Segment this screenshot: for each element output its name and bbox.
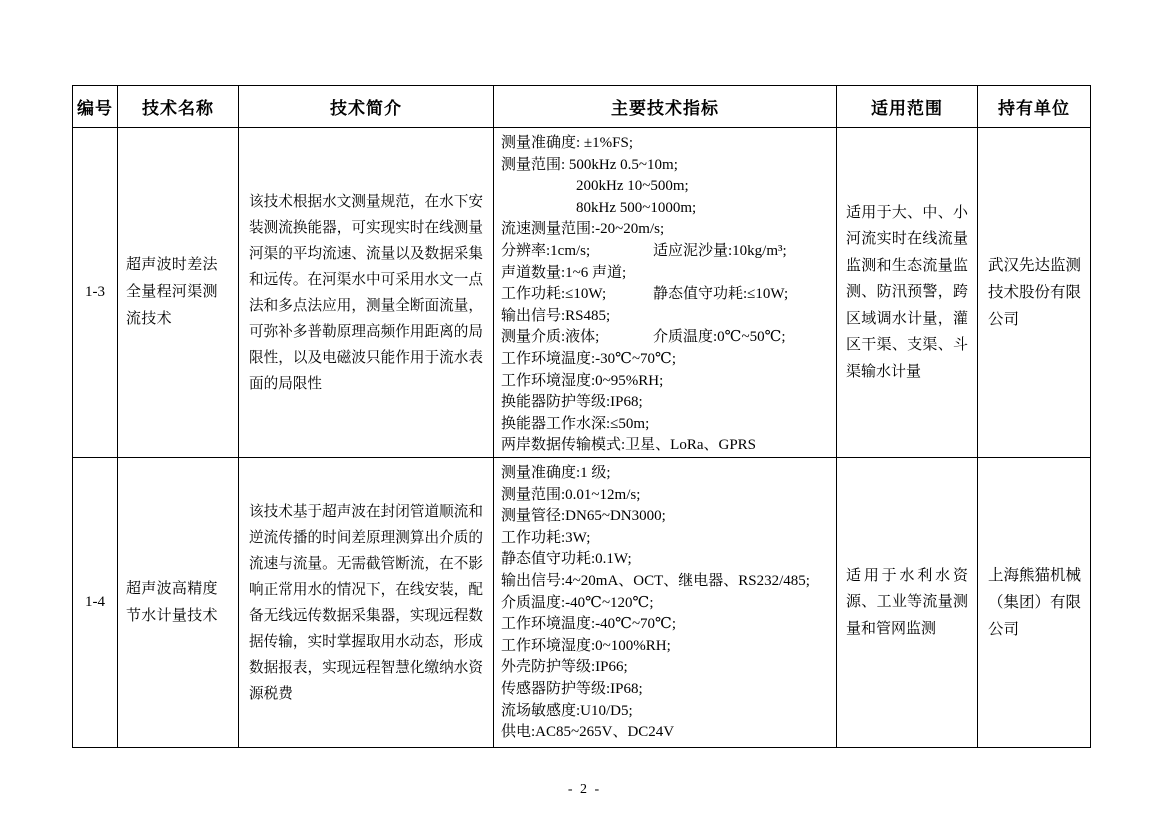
cell-tech-name [118, 458, 239, 748]
indicator-line [501, 349, 832, 371]
cell-tech-intro [239, 128, 494, 458]
header-scope: 适用范围 [837, 86, 978, 128]
cell-scope [837, 128, 978, 458]
cell-holder [978, 458, 1091, 748]
indicator-text-col2: 适应泥沙量:10kg/m³; [653, 242, 787, 259]
indicator-text: 工作环境湿度:0~95%RH; [501, 372, 664, 389]
indicator-text: 测量准确度:1 级; [501, 465, 611, 481]
indicator-text: 工作功耗:3W; [501, 529, 591, 546]
cell-tech-intro [239, 458, 494, 748]
holder-text: 武汉先达监测技术股份有限公司 [988, 257, 1082, 328]
indicator-line [501, 133, 832, 155]
indicator-text: 工作环境温度:-40℃~70℃; [501, 616, 677, 633]
indicator-line [501, 198, 832, 220]
page-number: - 2 - [567, 782, 602, 797]
cell-scope [837, 458, 978, 748]
scope-text: 适用于水利水资源、工业等流量测量和管网监测 [846, 567, 968, 637]
indicator-text: 测量范围: 500kHz 0.5~10m; [501, 156, 678, 173]
indicator-line [501, 571, 832, 593]
cell-tech-name [118, 128, 239, 458]
header-number: 编号 [73, 86, 118, 128]
indicator-text: 静态值守功耗:0.1W; [501, 551, 632, 568]
cell-number [73, 458, 118, 748]
indicator-text: 换能器工作水深:≤50m; [501, 415, 650, 432]
indicator-text: 测量管径:DN65~DN3000; [501, 508, 666, 525]
indicator-line [501, 636, 832, 658]
indicator-line [501, 371, 832, 393]
indicator-text: 传感器防护等级:IP68; [501, 680, 643, 697]
indicator-line [501, 263, 832, 285]
indicator-line [501, 241, 832, 263]
indicator-text: 流速测量范围:-20~20m/s; [501, 221, 665, 238]
indicator-line [501, 155, 832, 177]
indicator-line [501, 435, 832, 457]
indicator-line [501, 485, 832, 507]
indicators-list [494, 458, 836, 744]
tech-intro-text: 该技术根据水文测量规范，在水下安装测流换能器，可实现实时在线测量河渠的平均流速、流量以及数据采集和远传。在河渠水中可采用水文一点法和多点法应用，测量全断面流量，可弥补多普勒原理高频作用距离的局限性，以及电磁波只能作用于流水表面的局限性 [249, 193, 483, 392]
row-number: 1-3 [85, 284, 105, 300]
indicator-text: 声道数量:1~6 声道; [501, 264, 627, 281]
indicator-text: 工作环境湿度:0~100%RH; [501, 637, 671, 654]
indicator-text-col2: 静态值守功耗:≤10W; [653, 286, 789, 303]
cell-main-indicators [494, 128, 837, 458]
indicator-line [501, 722, 832, 744]
technology-table [72, 85, 1091, 748]
indicator-line [501, 176, 832, 198]
indicator-line [501, 284, 832, 306]
indicator-line [501, 528, 832, 550]
indicator-line [501, 657, 832, 679]
scope-text: 适用于大、中、小河流实时在线流量监测和生态流量监测、防汛预警，跨区域调水计量，灌区干渠、支渠、斗渠输水计量 [846, 204, 968, 380]
indicator-text: 外壳防护等级:IP66; [501, 659, 628, 676]
indicators-list [494, 128, 836, 457]
table-header-row [73, 86, 1091, 128]
indicator-text: 工作功耗:≤10W; [501, 286, 607, 303]
indicator-text: 工作环境温度:-30℃~70℃; [501, 350, 677, 367]
indicator-text: 分辨率:1cm/s; [501, 242, 591, 259]
indicator-line [501, 463, 832, 485]
indicator-text: 输出信号:RS485; [501, 307, 611, 324]
indicator-line [501, 414, 832, 436]
indicator-line [501, 219, 832, 241]
indicator-line [501, 679, 832, 701]
indicator-text: 输出信号:4~20mA、OCT、继电器、RS232/485; [501, 572, 810, 589]
cell-holder [978, 128, 1091, 458]
indicator-line [501, 306, 832, 328]
row-number: 1-4 [85, 594, 105, 610]
cell-main-indicators [494, 458, 837, 748]
tech-name-text: 超声波时差法全量程河渠测流技术 [126, 257, 218, 327]
indicator-text: 供电:AC85~265V、DC24V [501, 724, 675, 741]
indicator-line [501, 327, 832, 349]
indicator-text: 80kHz 500~1000m; [576, 199, 697, 216]
indicator-text: 测量范围:0.01~12m/s; [501, 486, 641, 503]
indicator-line [501, 506, 832, 528]
indicator-text: 换能器防护等级:IP68; [501, 394, 643, 411]
indicator-line [501, 593, 832, 615]
indicator-text: 介质温度:-40℃~120℃; [501, 594, 654, 611]
indicator-line [501, 614, 832, 636]
indicator-line [501, 701, 832, 723]
indicator-line [501, 549, 832, 571]
holder-text: 上海熊猫机械（集团）有限公司 [988, 567, 1082, 638]
header-tech-intro: 技术简介 [239, 86, 494, 128]
cell-number [73, 128, 118, 458]
tech-name-text: 超声波高精度节水计量技术 [126, 580, 218, 624]
table-row [73, 458, 1091, 748]
header-main-indicators: 主要技术指标 [494, 86, 837, 128]
header-tech-name: 技术名称 [118, 86, 239, 128]
indicator-text: 200kHz 10~500m; [576, 178, 689, 195]
indicator-line [501, 392, 832, 414]
indicator-text: 两岸数据传输模式:卫星、LoRa、GPRS [501, 437, 757, 454]
indicator-text-col2: 介质温度:0℃~50℃; [653, 329, 786, 346]
tech-intro-text: 该技术基于超声波在封闭管道顺流和逆流传播的时间差原理测算出介质的流速与流量。无需截管断流，在不影响正常用水的情况下，在线安装，配备无线远传数据采集器，实现远程数据传输，实时掌握取用水动态，形成数据报表，实现远程智慧化缴纳水资源税费 [249, 503, 483, 702]
header-holder: 持有单位 [978, 86, 1091, 128]
indicator-text: 测量准确度: ±1%FS; [501, 135, 633, 151]
table-row [73, 128, 1091, 458]
indicator-text: 测量介质:液体; [501, 329, 600, 346]
indicator-text: 流场敏感度:U10/D5; [501, 702, 633, 719]
